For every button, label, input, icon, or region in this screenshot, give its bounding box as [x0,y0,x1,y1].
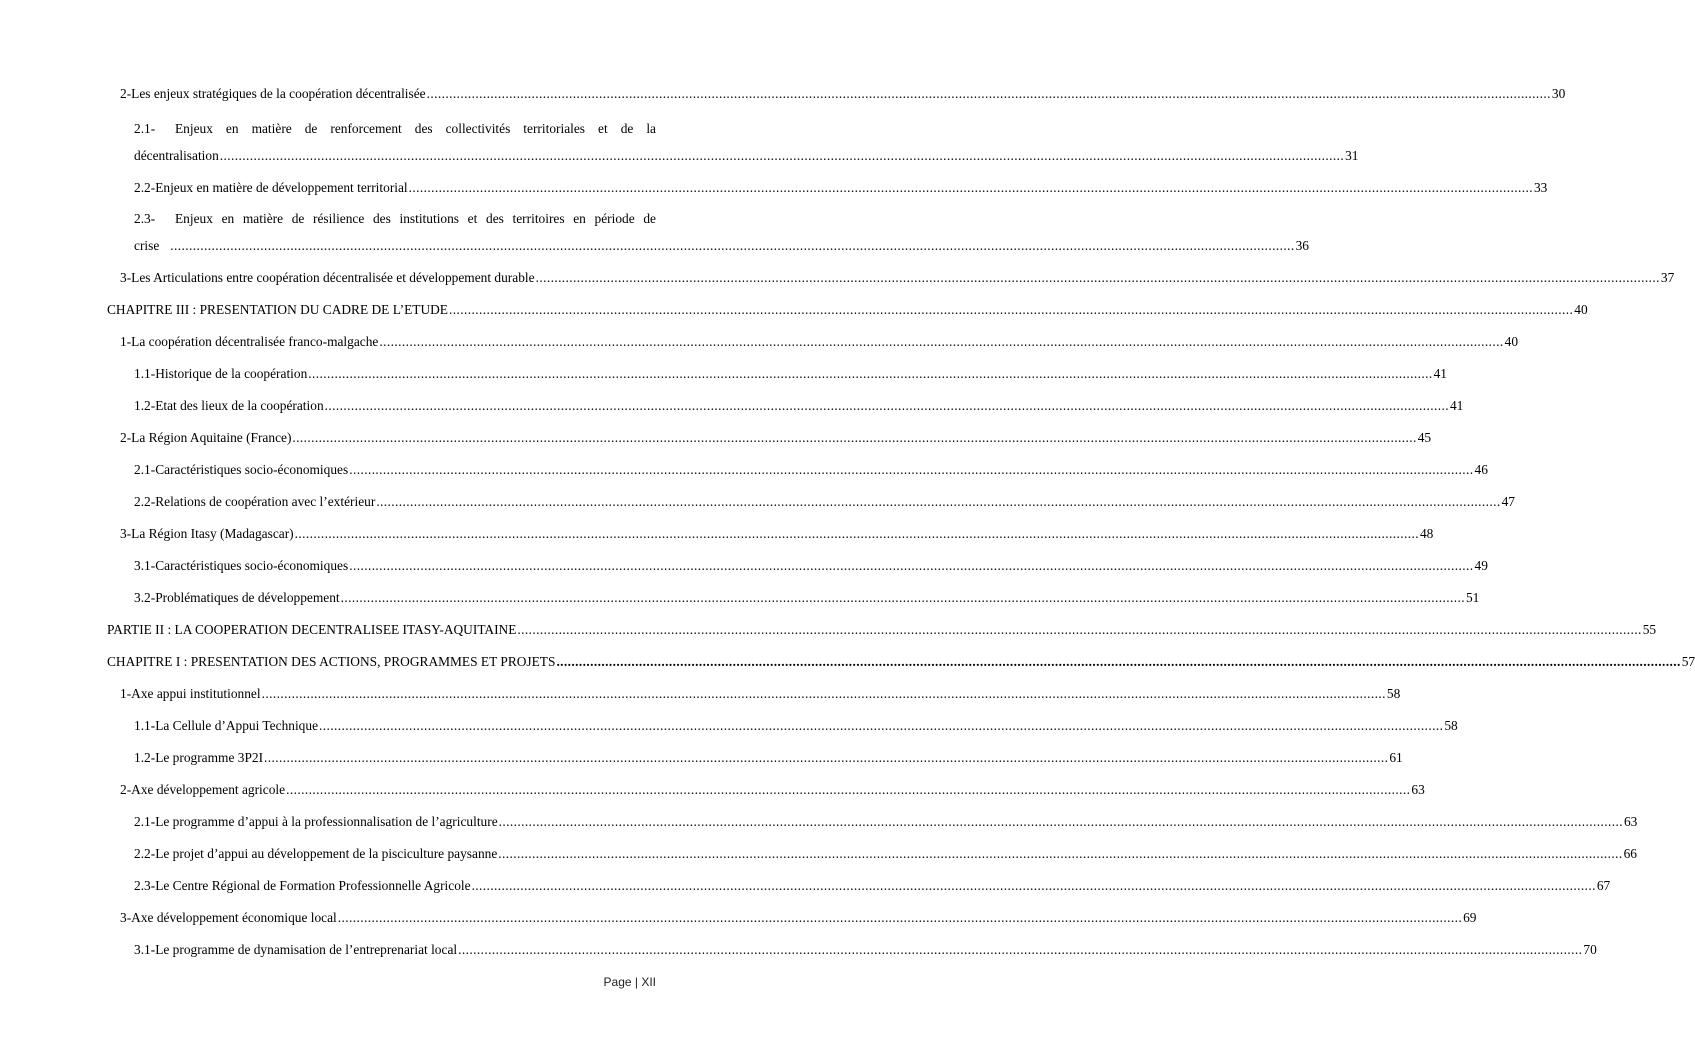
toc-title: Axe développement agricole [131,782,286,797]
toc-title: Le programme d’appui à la professionnalisation de l’agriculture [155,814,498,829]
toc-title: Caractéristiques socio-économiques [155,462,349,477]
toc-number: 2.2- [134,180,156,195]
toc-entry [107,718,1458,734]
toc-number: 2.3- [134,211,156,226]
toc-number: 1.1- [134,366,156,381]
toc-entry [107,494,1515,510]
toc-number: 1.2- [134,750,156,765]
toc-page: 51 [1465,590,1480,605]
toc-title: Relations de coopération avec l’extérieur [155,494,376,509]
toc-entry [107,942,1597,958]
toc-number: 2.3- [134,878,156,893]
toc-number: 1.2- [134,398,156,413]
toc-page: 40 [1574,302,1588,317]
toc-chapter [107,302,1588,318]
toc-page: 55 [1642,622,1657,637]
toc-number: 2.1- [134,814,156,829]
toc-title: Enjeux en matière de résilience des institutions et des territoires en période de [175,211,656,226]
toc-number: 3.2- [134,590,156,605]
toc-entry [107,211,1309,254]
toc-page: 46 [1474,462,1488,477]
toc-page: 58 [1386,686,1401,701]
toc-title: PARTIE II : LA COOPERATION DECENTRALISEE ITASY-AQUITAINE [107,622,517,637]
toc-page: 36 [1295,238,1309,253]
toc-number: 3.1- [134,942,156,957]
toc-title: Problématiques de développement [155,590,340,605]
toc-page: 33 [1533,180,1548,195]
toc-entry [107,814,1638,830]
toc-entry [107,334,1519,350]
toc-number: 2- [120,782,132,797]
toc-entry [107,121,1359,164]
toc-entry [107,686,1401,702]
toc-page: 58 [1444,718,1458,733]
toc-entry [107,846,1637,862]
toc-title: Axe appui institutionnel [131,686,261,701]
toc-entry [107,526,1434,542]
toc-page: 70 [1583,942,1597,957]
toc-entry [107,366,1447,382]
toc-number: 3- [120,910,132,925]
toc-page: 49 [1474,558,1488,573]
toc-number: 2.2- [134,494,156,509]
toc-entry [107,750,1403,766]
toc-number: 3.1- [134,558,156,573]
toc-title: Historique de la coopération [155,366,308,381]
toc-title: Axe développement économique local [131,910,337,925]
toc-number: 2.1- [134,121,156,136]
toc-title: Enjeux en matière de renforcement des collectivités territoriales et de la [175,121,656,136]
toc-page: 63 [1411,782,1425,797]
toc-page: 57 [1681,654,1695,669]
toc-entry [107,180,1548,196]
toc-page: 40 [1504,334,1519,349]
toc-title: Les enjeux stratégiques de la coopération décentralisée [131,86,426,101]
toc-title: CHAPITRE I : PRESENTATION DES ACTIONS, PROGRAMMES ET PROJETS [107,654,556,669]
toc-title: La coopération décentralisée franco-malgache [131,334,379,349]
toc-entry [107,878,1611,894]
toc-title: CHAPITRE III : PRESENTATION DU CADRE DE L’ETUDE [107,302,448,317]
toc-number: 2- [120,430,132,445]
toc-page: 47 [1501,494,1515,509]
toc-title: Les Articulations entre coopération décentralisée et développement durable [131,270,535,285]
toc-page: 69 [1463,910,1477,925]
toc-number: 2- [120,86,132,101]
toc-title-continued: décentralisation [134,148,219,163]
toc-number: 1- [120,334,132,349]
toc-number: 1- [120,686,132,701]
toc-page: 48 [1419,526,1434,541]
toc-page: 61 [1389,750,1403,765]
toc-entry [107,462,1488,478]
toc-entry [107,910,1477,926]
toc-entry [107,398,1464,414]
toc-page: 45 [1417,430,1432,445]
toc-entry [107,590,1480,606]
toc-title: La Région Aquitaine (France) [131,430,292,445]
toc-page: 41 [1433,366,1447,381]
toc-page: 63 [1623,814,1638,829]
toc-number: 2.2- [134,846,156,861]
toc-entry [107,782,1425,798]
toc-page: 37 [1660,270,1675,285]
toc-title: La Cellule d’Appui Technique [155,718,319,733]
page-footer: Page | XII [603,975,656,989]
toc-title: Etat des lieux de la coopération [155,398,324,413]
toc-title: Enjeux en matière de développement territorial [155,180,408,195]
toc-title: Le programme 3P2I [155,750,264,765]
toc-entry [107,270,1675,286]
toc-title: Le projet d’appui au développement de la pisciculture paysanne [155,846,498,861]
toc-title: Le programme de dynamisation de l’entreprenariat local [155,942,458,957]
toc-number: 1.1- [134,718,156,733]
toc-title: Caractéristiques socio-économiques [155,558,349,573]
toc-entry [107,86,1566,102]
toc-number: 2.1- [134,462,156,477]
toc-entry [107,558,1488,574]
toc-page: 66 [1623,846,1637,861]
toc-title: Le Centre Régional de Formation Professionnelle Agricole [155,878,471,893]
toc-chapter [107,654,1695,670]
toc-entry [107,430,1432,446]
toc-number: 3- [120,526,132,541]
toc-part [107,622,1657,638]
toc-page: 67 [1596,878,1611,893]
toc-number: 3- [120,270,132,285]
toc-title: La Région Itasy (Madagascar) [131,526,294,541]
toc-page: 31 [1345,148,1359,163]
toc-page: 30 [1551,86,1566,101]
toc-title-continued: crise [134,238,160,253]
toc-page: 41 [1449,398,1464,413]
